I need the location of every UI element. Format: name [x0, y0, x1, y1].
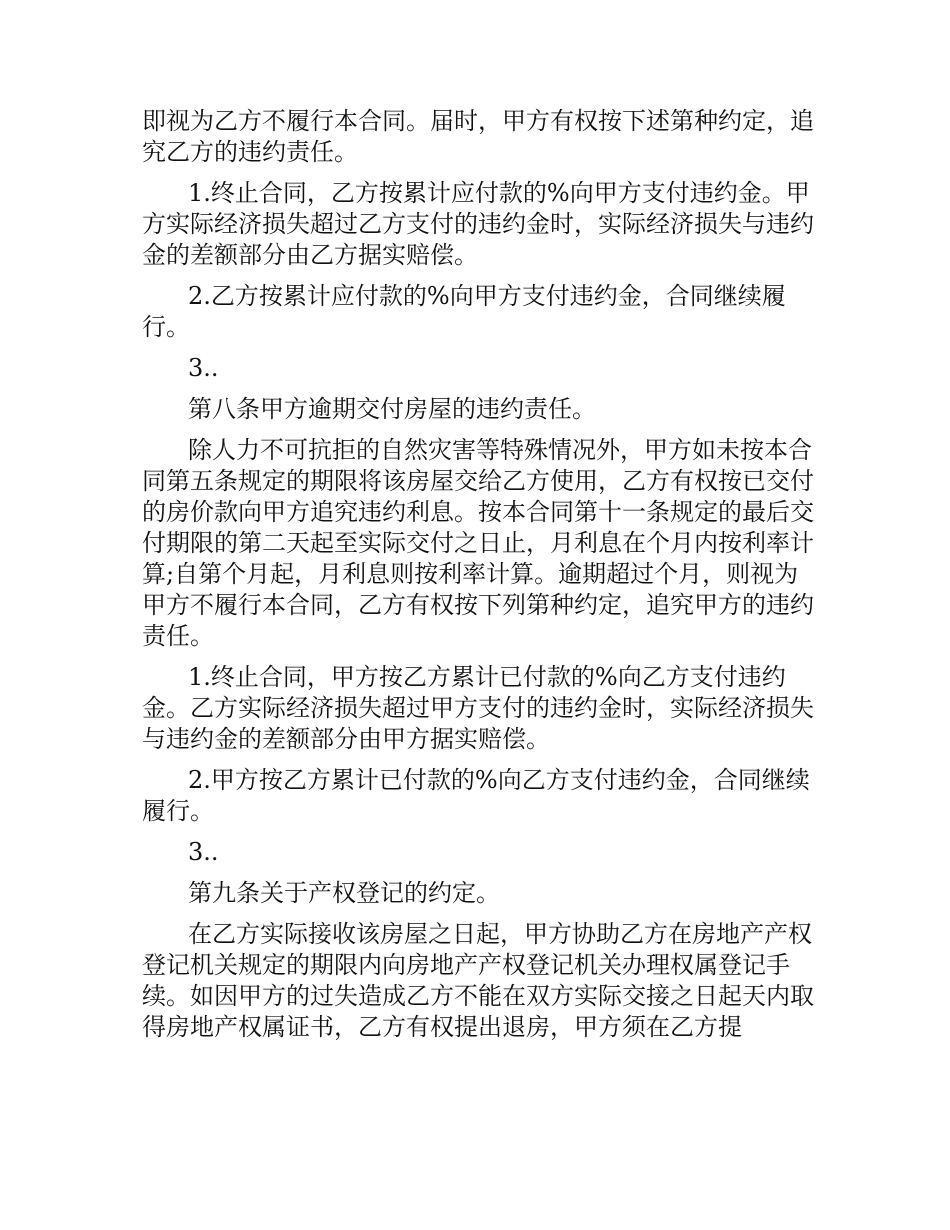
article-9-heading: 第九条关于产权登记的约定。	[188, 879, 500, 907]
article-8-heading: 第八条甲方逾期交付房屋的违约责任。	[188, 395, 596, 423]
article-8-clause-1: 1.终止合同，甲方按乙方累计已付款的%向乙方支付违约金。乙方实际经济损失超过甲方支付的违约金时，实际经济损失与违约金的差额部分由甲方据实赔偿。	[142, 663, 814, 753]
article-9-body: 在乙方实际接收该房屋之日起，甲方协助乙方在房地产产权登记机关规定的期限内向房地产产权登记机关办理权属登记手续。如因甲方的过失造成乙方不能在双方实际交接之日起天内取得房地产权属证书，乙方有权提出退房，甲方须在乙方提	[142, 920, 814, 1041]
article-8-clause-3: 3..	[188, 838, 219, 866]
article-8-body: 除人力不可抗拒的自然灾害等特殊情况外，甲方如未按本合同第五条规定的期限将该房屋交给乙方使用，乙方有权按已交付的房价款向甲方追究违约利息。按本合同第十一条规定的最后交付期限的第二天起至实际交付之日止，月利息在个月内按利率计算;自第个月起，月利息则按利率计算。逾期超过个月，则视为甲方不履行本合同，乙方有权按下列第种约定，追究甲方的违约责任。	[142, 436, 814, 650]
article-8-clause-2: 2.甲方按乙方累计已付款的%向乙方支付违约金，合同继续履行。	[142, 766, 810, 825]
paragraph-continuation: 即视为乙方不履行本合同。届时，甲方有权按下述第种约定，追究乙方的违约责任。	[142, 107, 814, 166]
document-body	[142, 106, 814, 1053]
paragraph-clause-3: 3..	[188, 354, 219, 382]
paragraph-clause-1: 1.终止合同，乙方按累计应付款的%向甲方支付违约金。甲方实际经济损失超过乙方支付的违约金时，实际经济损失与违约金的差额部分由乙方据实赔偿。	[142, 179, 814, 269]
paragraph-clause-2: 2.乙方按累计应付款的%向甲方支付违约金，合同继续履行。	[142, 282, 786, 341]
